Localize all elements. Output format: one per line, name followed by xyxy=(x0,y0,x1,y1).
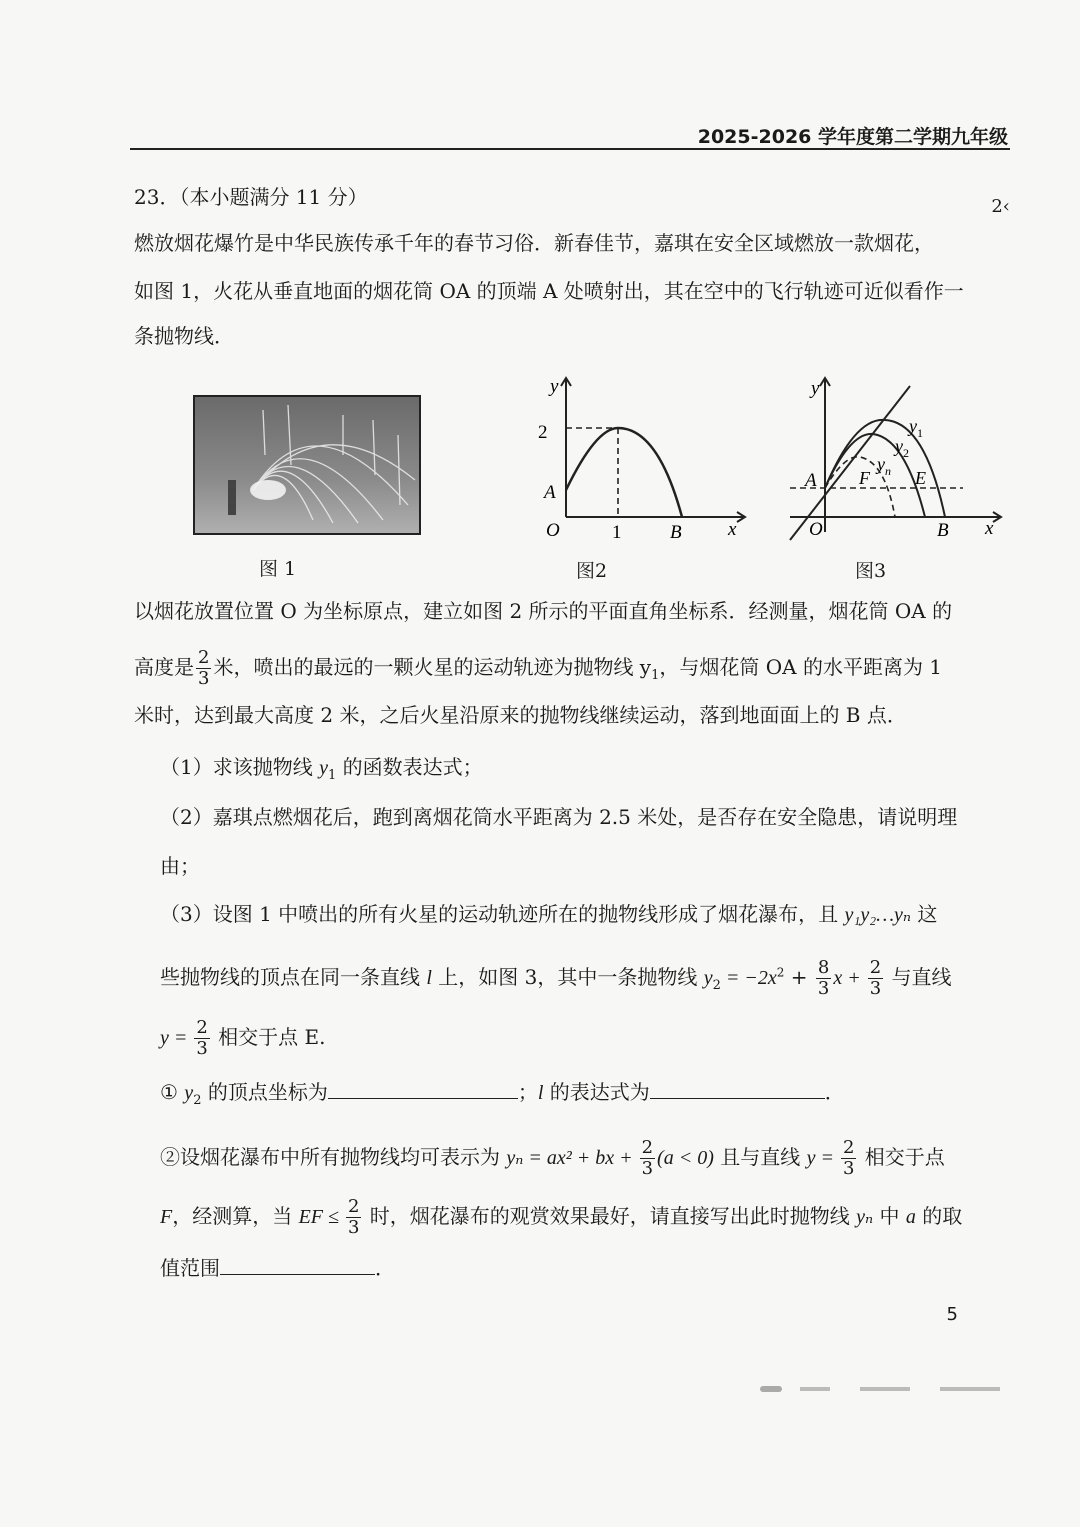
figure-3-graph xyxy=(785,372,1010,547)
figure-3-caption: 图3 xyxy=(855,560,887,582)
question-title: 23．（本小题满分 11 分） xyxy=(134,185,368,209)
fig3-curve-y2: $y_2$ xyxy=(895,436,909,460)
part-3-line-1: （3）设图 1 中喷出的所有火星的运动轨迹所在的抛物线形成了烟花瀑布，且 y₁y₂…yₙ 这 xyxy=(160,902,938,926)
intro-line-1: 燃放烟花爆竹是中华民族传承千年的春节习俗．新春佳节，嘉琪在安全区域燃放一款烟花， xyxy=(134,231,934,255)
figure-2-graph xyxy=(528,372,748,542)
intro-line-3: 条抛物线． xyxy=(134,324,234,348)
part-3-line-2: 些抛物线的顶点在同一条直线 l 上，如图 3，其中一条抛物线 $y_2 = -2x^2$ + $\frac{8}{3}$ x + $\frac{2}{3}$ 与直线 xyxy=(160,957,952,999)
fig2-point-b: B xyxy=(670,522,682,542)
part-3-line-3: y = $\frac{2}{3}$ 相交于点 E. xyxy=(160,1017,326,1059)
fig3-curve-y1: $y_1$ xyxy=(909,416,923,440)
fig2-y-label: y xyxy=(550,376,559,397)
figure-2-caption: 图2 xyxy=(576,560,608,582)
subquestion-1: ① $y_2$ 的顶点坐标为 ；l 的表达式为 ． xyxy=(160,1080,845,1108)
fig3-x-label: x xyxy=(985,518,994,539)
fig3-point-a: A xyxy=(805,470,817,491)
setup-line-2: 高度是 $\frac{2}{3}$ 米，喷出的最远的一颗火星的运动轨迹为抛物线 $y_1$，与烟花筒 OA 的水平距离为 1 xyxy=(134,647,943,689)
vertex-answer-blank[interactable] xyxy=(328,1078,518,1099)
fig2-point-a: A xyxy=(544,482,556,503)
setup-line-3: 米时，达到最大高度 2 米，之后火星沿原来的抛物线继续运动，落到地面面上的 B 点． xyxy=(134,703,907,727)
fig3-y-label: y xyxy=(811,378,820,399)
fig2-tick-x: 1 xyxy=(612,522,622,542)
subquestion-2-line-2: F，经测算，当 EF ≤ $\frac{2}{3}$ 时，烟花瀑布的观赏效果最好，请直接写出此时抛物线 yₙ 中 a 的取 xyxy=(160,1196,963,1238)
part-2-line-2: 由； xyxy=(160,854,200,878)
fig2-origin-label: O xyxy=(546,520,560,541)
page-number: 5 xyxy=(946,1304,958,1325)
fig3-origin-label: O xyxy=(809,519,823,540)
a-range-answer-blank[interactable] xyxy=(220,1254,375,1275)
fig2-tick-y: 2 xyxy=(538,422,548,443)
setup-line-1: 以烟花放置位置 O 为坐标原点，建立如图 2 所示的平面直角坐标系．经测量，烟花筒 OA 的 xyxy=(134,599,953,623)
part-1: （1）求该抛物线 $y_1$ 的函数表达式； xyxy=(160,755,483,783)
subquestion-2-line-3: 值范围 ． xyxy=(160,1256,395,1280)
height-fraction: $\frac{2}{3}$ xyxy=(198,647,210,689)
fig3-point-f: F xyxy=(859,468,870,488)
header-title: 2025-2026 学年度第二学期九年级 xyxy=(697,126,1008,148)
intro-line-2: 如图 1，火花从垂直地面的烟花筒 OA 的顶端 A 处喷射出，其在空中的飞行轨迹可近似看作一 xyxy=(134,279,964,303)
figure-1-caption: 图 1 xyxy=(259,558,297,580)
fig3-point-e: E xyxy=(915,468,926,488)
line-expression-blank[interactable] xyxy=(650,1078,825,1099)
header-divider xyxy=(130,148,1010,150)
part-2-line-1: （2）嘉琪点燃烟花后，跑到离烟花筒水平距离为 2.5 米处，是否存在安全隐患，请说明理 xyxy=(160,805,958,829)
subquestion-2-line-1: ②设烟花瀑布中所有抛物线均可表示为 yₙ = ax² + bx + $\frac{2}{3}$ (a < 0) 且与直线 y = $\frac{2}{3}$ 相交于点 xyxy=(160,1137,945,1179)
fig3-point-b: B xyxy=(937,520,949,541)
figure-1-photo xyxy=(193,395,421,535)
fig2-x-label: x xyxy=(728,519,737,540)
corner-mark: 2‹ xyxy=(991,196,1010,217)
fig3-curve-yn: $y_n$ xyxy=(877,454,891,478)
footer-smudge xyxy=(760,1384,1040,1392)
